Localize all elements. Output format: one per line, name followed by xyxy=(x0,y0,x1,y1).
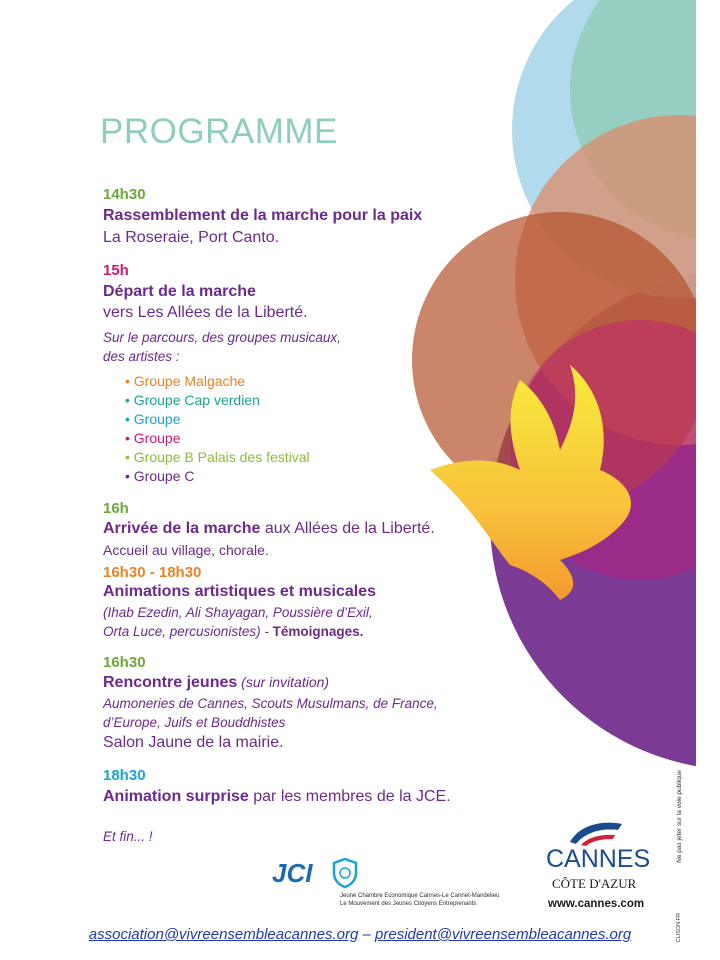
circle-group xyxy=(412,0,720,770)
jci-shield-icon xyxy=(332,858,358,888)
event-title: Rassemblement de la marche pour la paix xyxy=(103,207,423,224)
email-link-president[interactable]: president@vivreensembleacannes.org xyxy=(375,926,632,943)
event-title xyxy=(103,674,329,692)
event-title: Animations artistiques et musicales xyxy=(103,583,376,600)
event-title-rest: aux Allées de la Liberté. xyxy=(260,520,435,537)
time-16h30-18h30: 16h30 - 18h30 xyxy=(103,564,202,581)
jci-line2: Le Mouvement des Jeunes Citoyens Entreprenants xyxy=(340,901,477,907)
side-note: Ne pas jeter sur la voie publique xyxy=(676,770,683,863)
event-title: Départ de la marche xyxy=(103,283,256,300)
side-note-brand: CLISON.FR xyxy=(676,913,682,943)
event-title xyxy=(103,520,435,538)
event-detail-bold: Témoignages. xyxy=(272,624,364,639)
list-item: • Groupe Cap verdien xyxy=(125,392,260,408)
event-detail: (Ihab Ezedin, Ali Shayagan, Poussière d’Exil, xyxy=(103,605,373,620)
event-title-bold: Animation surprise xyxy=(103,788,249,805)
list-item: • Groupe xyxy=(125,411,181,427)
event-detail: Aumoneries de Cannes, Scouts Musulmans, de France, xyxy=(103,696,438,711)
time-15h: 15h xyxy=(103,262,129,279)
email-link-association[interactable]: association@vivreensembleacannes.org xyxy=(88,926,359,943)
group-label: Groupe xyxy=(133,430,181,446)
footer-contacts xyxy=(0,926,720,943)
event-title xyxy=(103,788,451,806)
event-detail xyxy=(103,624,363,639)
page-title: PROGRAMME xyxy=(100,112,338,151)
event-note: Sur le parcours, des groupes musicaux, xyxy=(103,330,341,345)
time-16h30: 16h30 xyxy=(103,654,146,671)
event-place: La Roseraie, Port Canto. xyxy=(103,229,280,246)
event-note: des artistes : xyxy=(103,349,180,364)
event-detail: Accueil au village, chorale. xyxy=(103,542,269,558)
cannes-flag-icon xyxy=(568,818,624,846)
event-title-note: (sur invitation) xyxy=(237,674,330,690)
event-title-rest: par les membres de la JCE. xyxy=(248,788,451,805)
list-item: • Groupe Malgache xyxy=(125,373,246,389)
group-label: Groupe Cap verdien xyxy=(133,392,260,408)
jci-line1: Jeune Chambre Economique Cannes-Le Cannet-Mandelieu xyxy=(340,893,500,899)
cannes-name: CANNES xyxy=(546,845,651,873)
group-label: Groupe B Palais des festival xyxy=(133,449,310,465)
event-place: Salon Jaune de la mairie. xyxy=(103,734,284,751)
list-item: • Groupe C xyxy=(125,468,195,484)
list-item: • Groupe B Palais des festival xyxy=(125,449,310,465)
group-label: Groupe C xyxy=(133,468,195,484)
time-16h: 16h xyxy=(103,500,129,517)
time-14h30: 14h30 xyxy=(103,186,146,203)
cannes-url: www.cannes.com xyxy=(548,898,645,910)
cannes-region: CÔTE D'AZUR xyxy=(552,876,637,891)
event-detail-text: Orta Luce, percusionistes) - xyxy=(103,624,273,639)
jci-logo: JCI xyxy=(272,858,313,888)
closing-text: Et fin... ! xyxy=(103,829,153,844)
email-separator: – xyxy=(358,926,376,943)
group-label: Groupe Malgache xyxy=(133,373,246,389)
event-title-bold: Arrivée de la marche xyxy=(103,520,261,537)
event-detail: d’Europe, Juifs et Bouddhistes xyxy=(103,715,286,730)
event-title-bold: Rencontre jeunes xyxy=(103,674,238,691)
group-label: Groupe xyxy=(133,411,181,427)
event-place: vers Les Allées de la Liberté. xyxy=(103,304,308,321)
list-item: • Groupe xyxy=(125,430,181,446)
time-18h30: 18h30 xyxy=(103,767,146,784)
